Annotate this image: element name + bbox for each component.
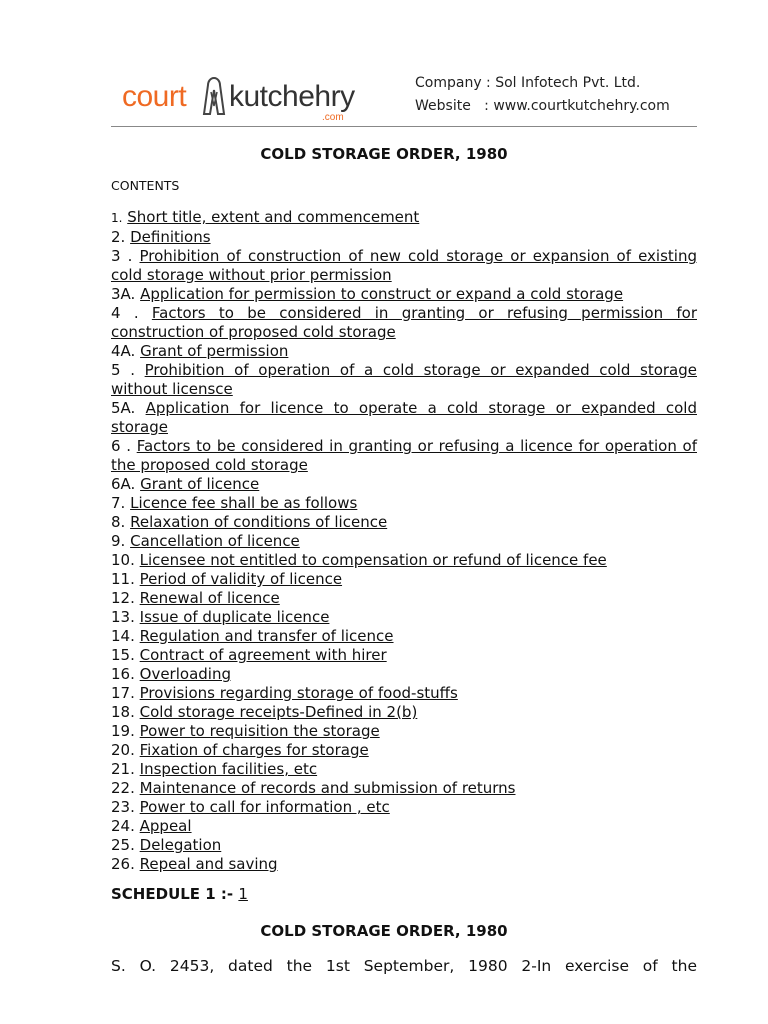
toc-item [111, 589, 697, 608]
toc-item-link[interactable]: Appeal [139, 817, 192, 835]
schedule-label: SCHEDULE 1 :- [111, 885, 234, 903]
toc-item-number: 3 . [111, 247, 133, 265]
toc-item-number: 9. [111, 532, 126, 550]
toc-item [111, 684, 697, 703]
toc-item-number: 2. [111, 228, 126, 246]
toc-item [111, 532, 697, 551]
toc-item-link[interactable]: Power to requisition the storage [139, 722, 380, 740]
toc-item [111, 570, 697, 589]
toc-item [111, 798, 697, 817]
header-divider [111, 126, 697, 127]
toc-item-number: 26. [111, 855, 135, 873]
toc-item-number: 8. [111, 513, 126, 531]
toc-item-number: 3A. [111, 285, 136, 303]
document-title-2: COLD STORAGE ORDER, 1980 [260, 922, 508, 940]
toc-item [111, 646, 697, 665]
toc-item-link[interactable]: Application for licence to operate a cold storage or expanded cold storage [111, 399, 697, 436]
toc-item-link[interactable]: Regulation and transfer of licence [139, 627, 394, 645]
logo-domain-text: .com [322, 112, 344, 123]
toc-item-link[interactable]: Prohibition of operation of a cold storage or expanded cold storage without licensce [111, 361, 697, 398]
website-line: Website : www.courtkutchehry.com [415, 98, 670, 114]
toc-item-link[interactable]: Contract of agreement with hirer [139, 646, 387, 664]
toc-item-link[interactable]: Cancellation of licence [130, 532, 300, 550]
toc-item-link[interactable]: Application for permission to construct or expand a cold storage [140, 285, 624, 303]
toc-item-number: 4A. [111, 342, 136, 360]
toc-item-number: 7. [111, 494, 126, 512]
toc-item-number: 6 . [111, 437, 131, 455]
contents-label: CONTENTS [111, 178, 180, 193]
toc-item [111, 228, 697, 247]
toc-item-number: 16. [111, 665, 135, 683]
courtkutchehry-logo [122, 76, 372, 122]
toc-item-link[interactable]: Licensee not entitled to compensation or refund of licence fee [139, 551, 607, 569]
toc-item-number: 10. [111, 551, 135, 569]
toc-item-link[interactable]: Power to call for information , etc [139, 798, 390, 816]
toc-item-link[interactable]: Grant of licence [140, 475, 260, 493]
toc-item-link[interactable]: Delegation [139, 836, 222, 854]
toc-item-link[interactable]: Licence fee shall be as follows [130, 494, 358, 512]
table-of-contents [111, 208, 697, 874]
logo-kutchehry-text: kutchehry [229, 80, 355, 113]
document-title: COLD STORAGE ORDER, 1980 [260, 145, 508, 163]
toc-item [111, 247, 697, 285]
toc-item [111, 342, 697, 361]
toc-item [111, 208, 697, 228]
toc-item [111, 494, 697, 513]
toc-item-link[interactable]: Provisions regarding storage of food-stuffs [139, 684, 458, 702]
schedule-link[interactable]: 1 [238, 885, 248, 903]
toc-item-number: 20. [111, 741, 135, 759]
toc-item [111, 304, 697, 342]
toc-item [111, 608, 697, 627]
toc-item [111, 760, 697, 779]
toc-item-link[interactable]: Relaxation of conditions of licence [130, 513, 388, 531]
toc-item [111, 437, 697, 475]
company-line: Company : Sol Infotech Pvt. Ltd. [415, 75, 641, 91]
toc-item-link[interactable]: Factors to be considered in granting or refusing permission for construction of proposed cold storage [111, 304, 697, 341]
toc-item-number: 24. [111, 817, 135, 835]
toc-item [111, 722, 697, 741]
toc-item [111, 703, 697, 722]
toc-item-link[interactable]: Overloading [139, 665, 231, 683]
toc-item [111, 475, 697, 494]
toc-item-link[interactable]: Grant of permission [140, 342, 289, 360]
toc-item-link[interactable]: Fixation of charges for storage [139, 741, 369, 759]
toc-item-link[interactable]: Renewal of licence [139, 589, 280, 607]
toc-item-link[interactable]: Issue of duplicate licence [139, 608, 330, 626]
toc-item [111, 627, 697, 646]
toc-item [111, 285, 697, 304]
toc-item-number: 23. [111, 798, 135, 816]
schedule-heading [111, 885, 248, 903]
toc-item [111, 779, 697, 798]
toc-item-number: 12. [111, 589, 135, 607]
toc-item-number: 21. [111, 760, 135, 778]
toc-item [111, 817, 697, 836]
toc-item [111, 741, 697, 760]
toc-item-number: 1. [111, 211, 123, 225]
toc-item [111, 513, 697, 532]
toc-item [111, 855, 697, 874]
toc-item-number: 4 . [111, 304, 139, 322]
toc-item-number: 5A. [111, 399, 136, 417]
toc-item-number: 11. [111, 570, 135, 588]
toc-item [111, 665, 697, 684]
toc-item-link[interactable]: Maintenance of records and submission of returns [139, 779, 516, 797]
toc-item-number: 18. [111, 703, 135, 721]
toc-item-link[interactable]: Period of validity of licence [139, 570, 343, 588]
toc-item-number: 6A. [111, 475, 136, 493]
toc-item-number: 25. [111, 836, 135, 854]
company-info [415, 72, 670, 118]
toc-item-link[interactable]: Short title, extent and commencement [127, 208, 420, 226]
toc-item-link[interactable]: Prohibition of construction of new cold storage or expansion of existing cold storage without prior permission [111, 247, 697, 284]
toc-item-number: 5 . [111, 361, 135, 379]
toc-item [111, 836, 697, 855]
toc-item-link[interactable]: Inspection facilities, etc [139, 760, 318, 778]
toc-item [111, 361, 697, 399]
toc-item-link[interactable]: Repeal and saving [139, 855, 278, 873]
lawyer-figure-icon [198, 76, 230, 116]
toc-item [111, 551, 697, 570]
toc-item-link[interactable]: Factors to be considered in granting or refusing a licence for operation of the proposed cold storage [111, 437, 697, 474]
logo-court-text: court [122, 80, 187, 113]
toc-item-number: 14. [111, 627, 135, 645]
body-paragraph: S. O. 2453, dated the 1st September, 1980 2-In exercise of the [111, 957, 697, 975]
toc-item-number: 13. [111, 608, 135, 626]
toc-item-number: 19. [111, 722, 135, 740]
toc-item-link[interactable]: Cold storage receipts-Defined in 2(b) [139, 703, 418, 721]
toc-item-number: 17. [111, 684, 135, 702]
toc-item [111, 399, 697, 437]
toc-item-number: 15. [111, 646, 135, 664]
toc-item-link[interactable]: Definitions [130, 228, 211, 246]
toc-item-number: 22. [111, 779, 135, 797]
